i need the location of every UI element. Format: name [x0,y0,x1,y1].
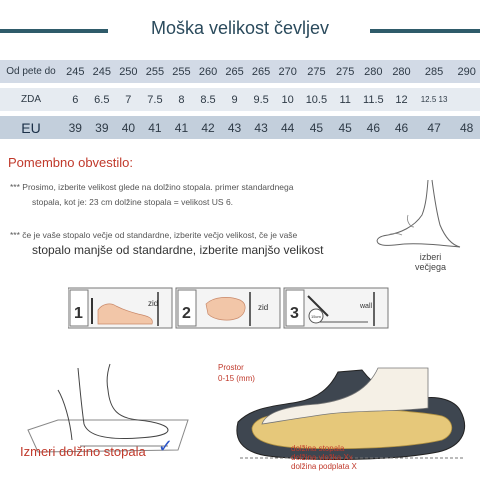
size-row [0,88,480,111]
size-cell: 7.5 [142,88,169,111]
notice-text-2 [10,228,370,258]
size-cell: 39 [62,116,89,139]
step-3-number: 3 [290,305,299,322]
title-line-right [370,29,480,33]
size-cell: 43 [248,116,275,139]
size-cell: 11 [332,88,359,111]
size-cell [453,88,480,111]
size-cell: 275 [332,60,359,83]
size-cell: 245 [62,60,89,83]
step-3-wall-text: wall [360,303,373,310]
hand-sketch-illustration [370,175,480,260]
size-cell: 6.5 [89,88,116,111]
size-cell: 46 [358,116,388,139]
notice-title: Pomembno obvestilo: [8,155,134,170]
notice-line-4: stopalo manjše od standardne, izberite manjšo velikost [32,243,324,257]
step-1-wall-text: zid [148,299,159,308]
size-cell: 7 [115,88,142,111]
size-row [0,60,480,83]
size-cell: 47 [415,116,454,139]
step-2-wall-text: zid [258,303,269,312]
size-cell: 48 [453,116,480,139]
page-title: Moška velikost čevljev [150,18,330,38]
space-label-range: 0-15 (mm) [218,374,255,383]
size-row-label: ZDA [0,88,62,111]
step-2-number: 2 [182,305,191,322]
choose-larger-label [415,252,446,272]
size-cell: 12 [388,88,415,111]
measure-foot-label: Izmeri dolžino stopala [20,444,146,459]
size-cell: 43 [221,116,248,139]
title-bar [0,18,480,44]
step-1-number: 1 [74,305,83,322]
size-cell: 280 [358,60,388,83]
measure-steps-illustration [68,286,398,332]
size-cell: 290 [453,60,480,83]
step-2 [176,288,280,328]
hand-label-line-2: večjega [415,262,447,272]
step-3-badge: 15cm [311,314,321,319]
check-icon: ✓ [158,436,174,456]
size-row-label: EU [0,116,62,139]
size-cell: 270 [274,60,301,83]
size-cell: 6 [62,88,89,111]
notice-text-1 [10,180,350,210]
size-cell: 42 [195,116,222,139]
size-cell: 10.5 [301,88,332,111]
step-1 [68,288,172,328]
size-cell: 39 [89,116,116,139]
size-row [0,116,480,139]
size-cell: 8 [168,88,195,111]
size-cell: 41 [168,116,195,139]
foot-length-label: dolžina stopala [291,444,345,453]
size-cell: 265 [221,60,248,83]
size-cell: 9 [221,88,248,111]
hand-label-line-1: izberi [419,252,442,262]
notice-line-3: *** če je vaše stopalo večje od standardne, izberite večjo velikost, če je vaše [10,230,298,240]
size-cell: 245 [89,60,116,83]
size-cell: 250 [115,60,142,83]
size-cell: 46 [388,116,415,139]
size-row-label: Od pete do [0,60,62,83]
size-cell: 9.5 [248,88,275,111]
size-cell: 45 [301,116,332,139]
size-cell: 11.5 [358,88,388,111]
space-label-title: Prostor [218,363,244,372]
size-cell: 12.5 13 [415,88,454,111]
size-cell: 255 [168,60,195,83]
size-cell: 285 [415,60,454,83]
size-cell: 44 [274,116,301,139]
size-cell: 275 [301,60,332,83]
step-3 [284,288,388,328]
size-cell: 280 [388,60,415,83]
insole-length-label: dolžina vložka Xx [291,453,353,462]
size-cell: 260 [195,60,222,83]
size-cell: 41 [142,116,169,139]
size-chart-table [0,60,480,139]
size-cell: 40 [115,116,142,139]
sole-length-label: dolžina podplata X [291,462,357,471]
space-label [218,362,255,384]
size-cell: 10 [274,88,301,111]
notice-line-2: stopala, kot je: 23 cm dolžine stopala = velikost US 6. [32,197,234,207]
size-cell: 255 [142,60,169,83]
size-cell: 45 [332,116,359,139]
notice-line-1: *** Prosimo, izberite velikost glede na dolžino stopala. primer standardnega [10,182,294,192]
size-cell: 8.5 [195,88,222,111]
size-cell: 265 [248,60,275,83]
